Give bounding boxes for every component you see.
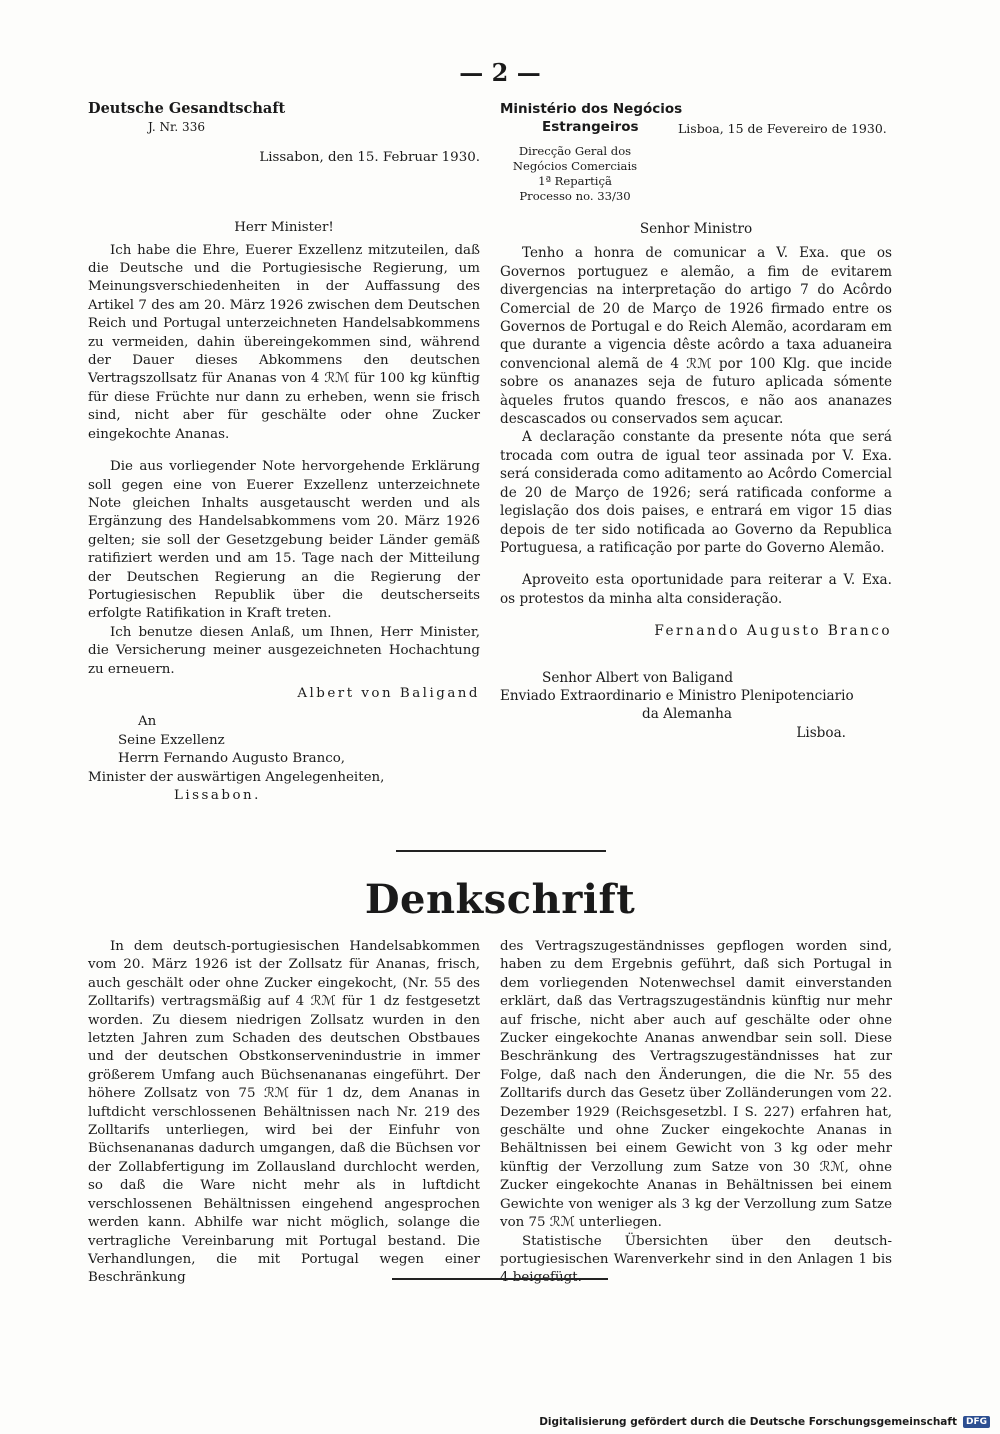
footer-credit	[539, 1416, 990, 1428]
memorandum-paragraph: Statistische Übersichten über den deutsch-portugiesischen Warenverkehr sind in den Anlagen 1 bis	[500, 1233, 892, 1267]
addressee-line: Senhor Albert von Baligand	[542, 669, 734, 686]
addressee-line: da Alemanha	[642, 706, 732, 723]
letter-paragraph: Ich benutze diesen Anlaß, um Ihnen, Herr Minister, die Versicherung meiner ausgezeichneten Hochachtung zu erneuern.	[88, 624, 480, 677]
letter-paragraph: Aproveito esta oportunidade para reiterar a V. Exa. os protestos da minha alta consideração.	[500, 572, 892, 607]
addressee-line: Lisboa.	[796, 724, 846, 741]
letter-paragraph: Die aus vorliegender Note hervorgehende Erklärung soll gegen eine von Euerer Exzellenz unterzeichnete Note gleichen Inhalts ausgetauscht werden und als Ergänzung des Handelsabkommens vom 20. März 1926 gelten; sie soll der Gesetzgebung beider Länder gemäß ratifiziert werden und am 15. Tage nach der Mitteilung der Deutschen Regierung an die Regierung der Portugiesischen Republik über die deutscherseits erfolgte Ratifikation in Kraft treten.	[88, 459, 480, 622]
letter-paragraph: Ich habe die Ehre, Euerer Exzellenz mitzuteilen, daß die Deutsche und die Portugiesische Regierung, um Meinungsverschiedenheiten in der Auffassung des Artikel 7 des am 20. März 1926 zwischen dem Deutschen Reich und Portugal unterzeichneten Handelsabkommens zu vermeiden, dahin übereingekommen sind, während der Dauer dieses Abkommens den deutschen Vertragszollsatz für Ananas von 4 ℛℳ für 100 kg künftig für diese Früchte nur dann zu erheben, wenn sie frisch sind, nicht aber für geschälte oder ohne Zucker eingekochte Ananas.	[88, 242, 480, 442]
ministry-header	[500, 100, 892, 138]
letter-salutation: Herr Minister!	[234, 220, 334, 236]
letter-place-date: Lisboa, 15 de Fevereiro de 1930.	[678, 121, 887, 136]
footer-text: Digitalisierung gefördert durch die Deutsche Forschungsgemeinschaft	[539, 1416, 957, 1428]
memorandum-right-column	[500, 938, 892, 1288]
addressee-line: Seine Exzellenz	[118, 732, 225, 748]
addressee-line: Enviado Extraordinario e Ministro Plenipotenciario	[500, 687, 854, 704]
addressee-line: An	[138, 714, 157, 730]
department-line: Processo no. 33/30	[519, 189, 631, 203]
memorandum-left-column	[88, 938, 480, 1288]
department-line: Direcção Geral dos	[518, 144, 632, 158]
letter-paragraph: A declaração constante da presente nóta que será trocada com outra de igual teor assinada por V. Exa. será considerada como aditamento ao Acôrdo Comercial de 20 de Março de 1926; será ratificada conforme a legislação dos dois paises, e entrará em vigor 15 dias depois de ter sido notificada ao Governo da Republica Portuguesa, a ratificação por parte do Governo Alemão.	[500, 429, 892, 556]
dfg-logo-icon: DFG	[963, 1416, 990, 1428]
letter-signature: Albert von Baligand	[297, 685, 480, 701]
addressee-line: Minister der auswärtigen Angelegenheiten,	[88, 769, 385, 785]
german-letter	[88, 100, 480, 805]
reference-number: J. Nr. 336	[148, 120, 205, 135]
letter-place-date: Lissabon, den 15. Februar 1930.	[259, 149, 480, 165]
closing-divider	[392, 1278, 608, 1280]
letter-salutation: Senhor Ministro	[639, 221, 753, 237]
department-line: 1ª Repartiçã	[538, 174, 612, 188]
memorandum-paragraph: In dem deutsch-portugiesischen Handelsabkommen vom 20. März 1926 ist der Zollsatz für Ananas, frisch, auch geschält oder ohne Zucker eingekocht, (Nr. 55 des Zolltarifs) vertragsmäßig auf 4 ℛℳ für 1 dz festgesetzt worden. Zu diesem niedrigen Zollsatz wurden in den letzten Jahren zum Schaden des deutschen Obstbaues und der deutschen Obstkonservenindustrie in immer größerem Umfang auch Büchsenananas eingeführt. Der höhere Zollsatz von 75 ℛℳ für 1 dz, dem Ananas in luftdicht verschlossenen Behältnissen nach Nr. 219 des Zolltarifs unterliegen, wird bei der Einfuhr von Büchsenananas dadurch umgangen, daß die Büchsen vor der Zollabfertigung im Zollausland durchlocht werden, so daß die Ware nicht mehr als in luftdicht verschlossenen Behältnissen eingehend angesprochen werden kann. Abhilfe war nicht möglich, solange die vertragliche Vereinbarung mit Portugal bestand. Die Verhandlungen, die mit Portugal wegen einer Beschränkung	[88, 939, 480, 1286]
memorandum-paragraph: des Vertragszugeständnisses gepflogen worden sind, haben zu dem Ergebnis geführt, daß sich Portugal in dem vorliegenden Notenwechsel damit einverstanden erklärt, daß das Vertragszugeständnis künftig nur mehr auf frische, nicht aber auch auf geschälte oder ohne Zucker eingekochte Ananas anwendbar sein soll. Diese Beschränkung des Vertragszugeständnisses hat zur Folge, daß nach den Änderungen, die die Nr. 55 des Zolltarifs durch das Gesetz über Zolländerungen vom 22. Dezember 1929 (Reichsgesetzbl. I S. 227) erfahren hat, geschälte und ohne Zucker eingekochte Ananas in Behältnissen bei einem Gewicht von 3 kg oder mehr künftig der Verzollung zum Satze von 30 ℛℳ, ohne Zucker eingekochte Ananas in Behältnissen bei einem Gewichte von weniger als 3 kg der Verzollung zum Satze von 75 ℛℳ unterliegen.	[500, 939, 892, 1231]
memorandum-heading: Denkschrift	[364, 876, 636, 923]
legation-name: Deutsche Gesandtschaft	[88, 100, 286, 117]
portuguese-letter	[500, 100, 892, 742]
section-divider	[396, 850, 606, 852]
ministry-name: Estrangeiros	[542, 119, 639, 135]
addressee-line: Herrn Fernando Augusto Branco,	[118, 751, 346, 767]
letter-paragraph: Tenho a honra de comunicar a V. Exa. que os Governos portuguez e alemão, a fim de evitarem divergencias na interpretação do artigo 7 do Acôrdo Comercial de 20 de Março de 1926 firmado entre os Governos de Portugal e do Reich Alemão, acordaram em que durante a vigencia dêste acôrdo a taxa aduaneira convencional alemã de 4 ℛℳ por 100 Klg. que incide sobre os ananazes seja de futuro aplicada sómente àqueles frutos quando frescos, e não aos ananazes descascados ou conservados sem açucar.	[500, 245, 892, 428]
page-number: — 2 —	[459, 58, 541, 87]
letter-signature: Fernando Augusto Branco	[654, 623, 892, 640]
addressee-line: Lissabon.	[174, 788, 261, 803]
ministry-name: Ministério dos Negócios	[500, 101, 683, 117]
department-line: Negócios Comerciais	[512, 159, 638, 173]
